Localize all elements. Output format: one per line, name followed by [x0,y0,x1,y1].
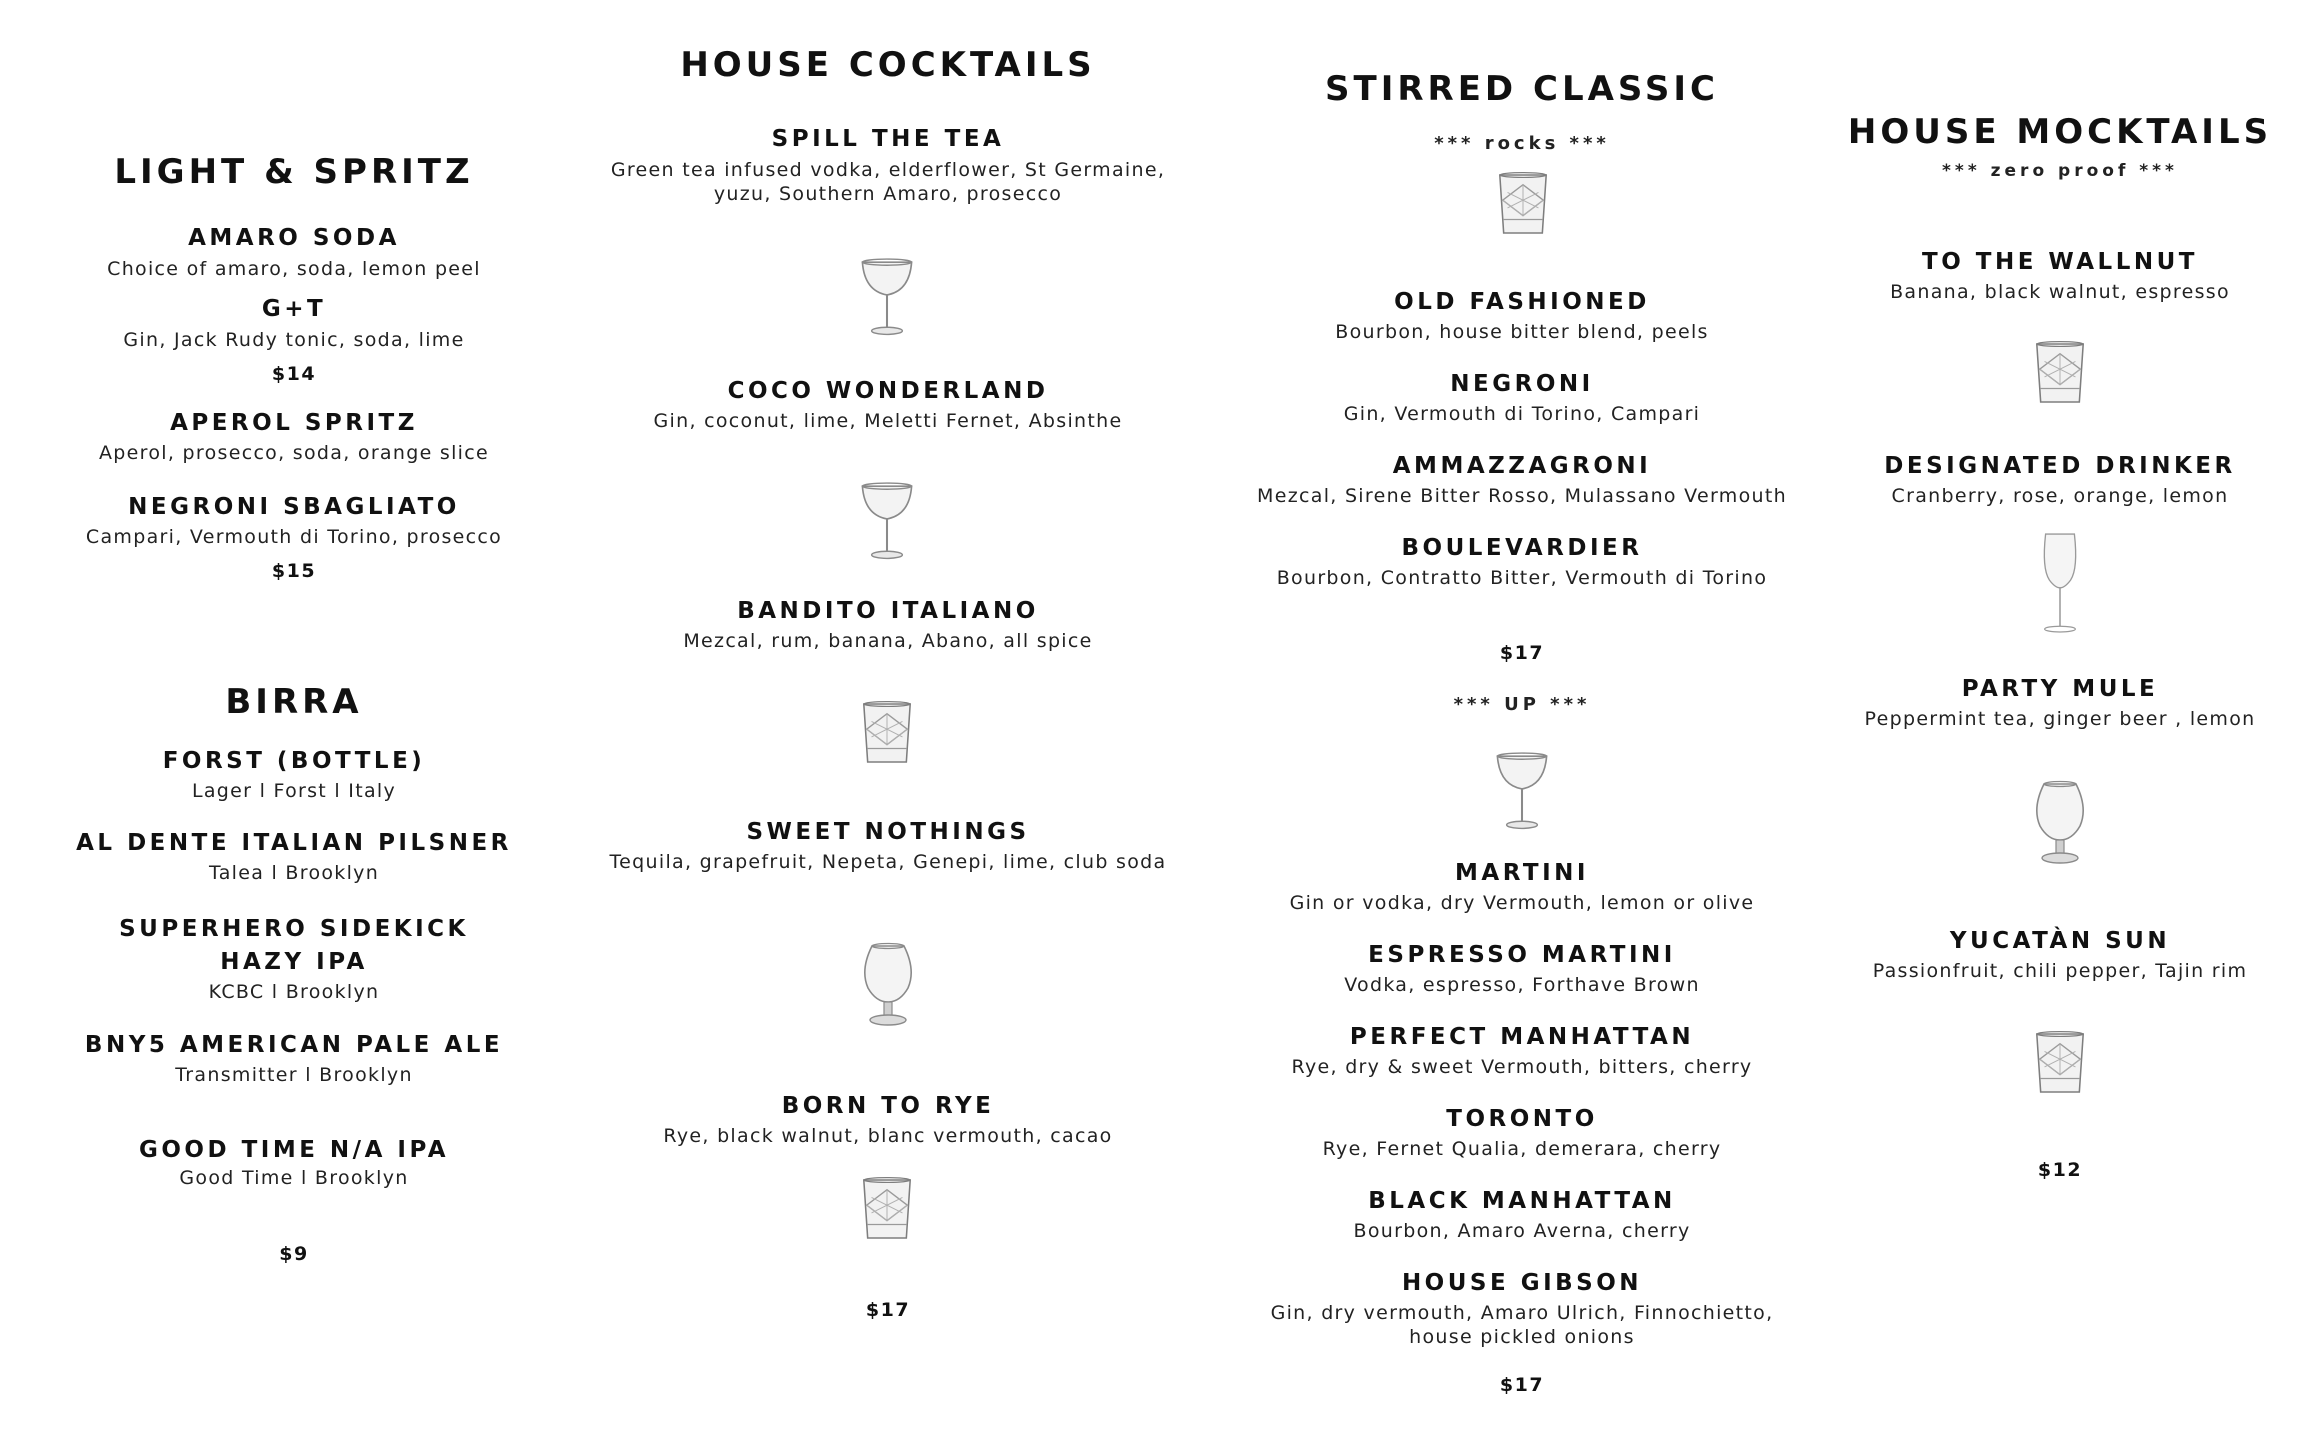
item-name: NEGRONI SBAGLIATO [128,494,460,520]
rocks-glass-icon [858,1176,916,1244]
item-desc: Bourbon, Contratto Bitter, Vermouth di Torino [1276,567,1768,589]
snifter-glass-icon [2028,778,2092,868]
item-name: MARTINI [1455,860,1589,886]
price: $15 [271,560,317,582]
subsection-label-rocks: *** rocks *** [1434,133,1610,154]
item-name: APEROL SPRITZ [170,410,418,436]
item-desc: Peppermint tea, ginger beer , lemon [1864,708,2256,730]
item-name: BLACK MANHATTAN [1368,1188,1676,1214]
item-name: SPILL THE TEA [771,126,1005,152]
item-name: PARTY MULE [1961,676,2159,702]
item-desc: Transmitter l Brooklyn [175,1064,413,1086]
wine-glass-icon [2036,528,2084,638]
item-name: SWEET NOTHINGS [746,819,1030,845]
item-desc: Gin, dry vermouth, Amaro Ulrich, Finnochietto, [1270,1302,1774,1324]
rocks-glass-icon [1494,171,1552,239]
item-name: TORONTO [1446,1106,1598,1132]
item-desc: Rye, dry & sweet Vermouth, bitters, cherry [1291,1056,1753,1078]
item-desc: Gin, Jack Rudy tonic, soda, lime [123,329,465,351]
item-name: AL DENTE ITALIAN PILSNER [76,830,512,856]
price: $9 [279,1243,309,1265]
item-name: AMMAZZAGRONI [1392,453,1652,479]
coupe-glass-icon [856,256,918,338]
coupe-glass-icon [856,480,918,562]
item-name: HAZY IPA [220,949,368,975]
subsection-label-up: *** UP *** [1453,694,1591,715]
item-name: HOUSE GIBSON [1401,1270,1643,1296]
price: $14 [271,363,317,385]
item-name: ESPRESSO MARTINI [1368,942,1676,968]
price: $17 [865,1299,911,1321]
coupe-glass-icon [1491,750,1553,832]
item-desc: Lager l Forst l Italy [191,780,397,802]
item-name: NEGRONI [1450,371,1594,397]
item-name: DESIGNATED DRINKER [1884,453,2236,479]
section-title-house-cocktails: HOUSE COCKTAILS [680,45,1096,85]
item-desc: Talea l Brooklyn [208,862,380,884]
item-desc: KCBC l Brooklyn [208,981,380,1003]
item-name: AMARO SODA [188,225,400,251]
item-name: SUPERHERO SIDEKICK [119,916,469,942]
item-desc: yuzu, Southern Amaro, prosecco [713,183,1063,205]
item-name: COCO WONDERLAND [727,378,1049,404]
item-desc: Tequila, grapefruit, Nepeta, Genepi, lime, club soda [609,851,1167,873]
item-desc: Good Time l Brooklyn [179,1167,409,1189]
section-title-birra: BIRRA [225,682,363,722]
item-desc: Rye, Fernet Qualia, demerara, cherry [1322,1138,1722,1160]
item-desc: Choice of amaro, soda, lemon peel [107,258,481,280]
item-name: PERFECT MANHATTAN [1349,1024,1695,1050]
item-desc: Mezcal, rum, banana, Abano, all spice [683,630,1093,652]
item-desc: Bourbon, house bitter blend, peels [1335,321,1709,343]
item-desc: Cranberry, rose, orange, lemon [1891,485,2229,507]
item-name: TO THE WALLNUT [1922,249,2198,275]
item-name: FORST (BOTTLE) [162,748,426,774]
item-desc: Gin or vodka, dry Vermouth, lemon or olive [1289,892,1755,914]
rocks-glass-icon [2031,1030,2089,1098]
section-title-house-mocktails: HOUSE MOCKTAILS [1847,112,2273,152]
section-subtitle: *** zero proof *** [1942,161,2178,181]
item-desc: Rye, black walnut, blanc vermouth, cacao [663,1125,1113,1147]
price: $17 [1499,1374,1545,1396]
item-desc: Aperol, prosecco, soda, orange slice [99,442,489,464]
section-title-light-spritz: LIGHT & SPRITZ [114,152,474,192]
item-name: YUCATÀN SUN [1949,928,2171,954]
item-desc: Mezcal, Sirene Bitter Rosso, Mulassano Vermouth [1257,485,1787,507]
item-name: BOULEVARDIER [1401,535,1643,561]
rocks-glass-icon [2031,340,2089,408]
item-desc: house pickled onions [1409,1326,1635,1348]
item-name: OLD FASHIONED [1394,289,1650,315]
item-desc: Banana, black walnut, espresso [1890,281,2230,303]
item-desc: Bourbon, Amaro Averna, cherry [1353,1220,1691,1242]
item-desc: Campari, Vermouth di Torino, prosecco [85,526,503,548]
price: $12 [2037,1159,2083,1181]
rocks-glass-icon [858,700,916,768]
item-name: BANDITO ITALIANO [737,598,1039,624]
item-desc: Green tea infused vodka, elderflower, St Germaine, [610,159,1166,181]
price: $17 [1499,642,1545,664]
item-name: BORN TO RYE [781,1093,995,1119]
item-desc: Gin, coconut, lime, Meletti Fernet, Absinthe [653,410,1123,432]
item-desc: Passionfruit, chili pepper, Tajin rim [1872,960,2248,982]
item-desc: Vodka, espresso, Forthave Brown [1344,974,1700,996]
item-desc: Gin, Vermouth di Torino, Campari [1343,403,1701,425]
item-name: BNY5 AMERICAN PALE ALE [84,1032,504,1058]
item-name: GOOD TIME N/A IPA [139,1137,449,1163]
snifter-glass-icon [856,940,920,1030]
item-name: G+T [261,296,327,322]
section-title-stirred-classic: STIRRED CLASSIC [1325,69,1719,109]
